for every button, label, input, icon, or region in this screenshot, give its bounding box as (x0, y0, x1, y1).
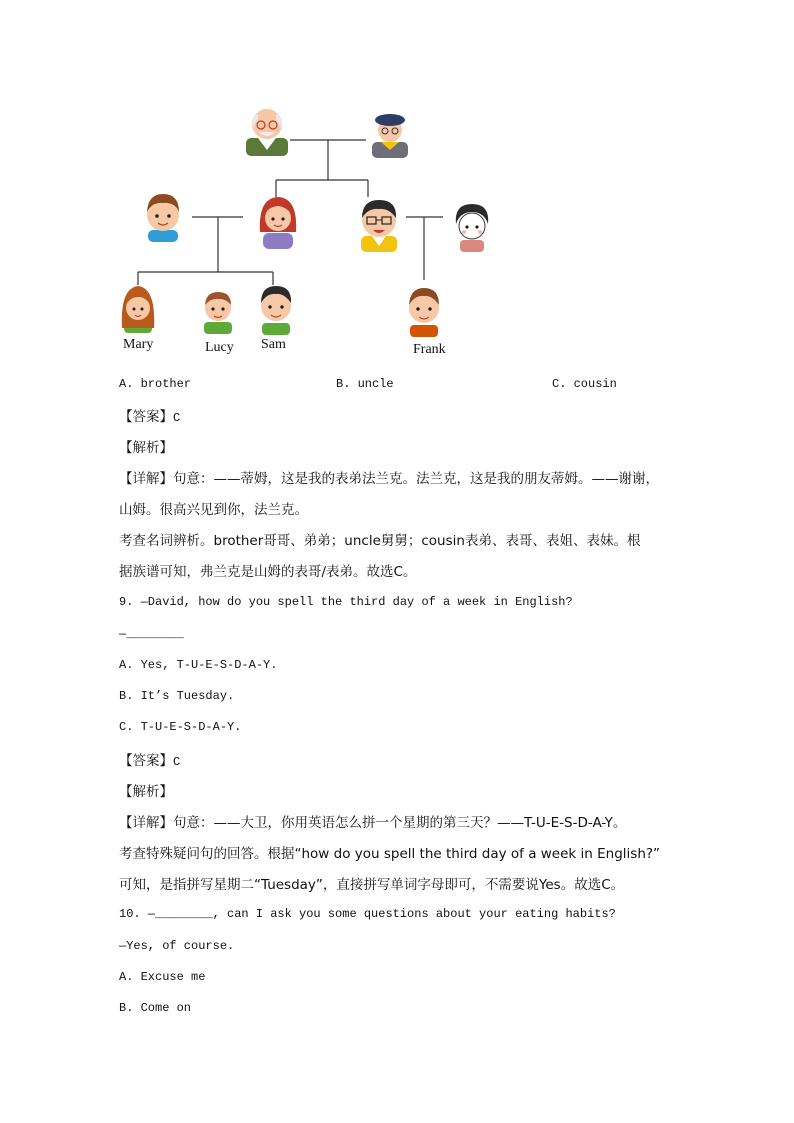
answer-value: C (173, 411, 181, 425)
mary-name: Mary (123, 337, 154, 352)
q9-option-b: B. It’s Tuesday. (119, 689, 235, 703)
frank-name: Frank (413, 342, 446, 357)
q10-reply: —Yes, of course. (119, 939, 235, 953)
family-tree-illustration (118, 100, 508, 365)
q9-detail-line-2: 考查特殊疑问句的回答。根据“how do you spell the third day of a week in English?” (119, 846, 661, 862)
q9-detail-line-1: 【详解】句意：——大卫，你用英语怎么拼一个星期的第三天？——T-U-E-S-D-A-Y。 (119, 815, 627, 831)
answer-label: 【答案】 (119, 753, 173, 769)
q9-analysis-label: 【解析】 (119, 784, 173, 800)
answer-label: 【答案】 (119, 409, 173, 425)
q8-option-c: C. cousin (552, 377, 617, 391)
lucy-avatar (204, 292, 232, 334)
detail-label: 【详解】 (119, 471, 173, 487)
q9-option-a: A. Yes, T-U-E-S-D-A-Y. (119, 658, 278, 672)
q8-option-b: B. uncle (336, 377, 394, 391)
q8-option-a: A. brother (119, 377, 192, 391)
q9-blank: —________ (119, 627, 184, 641)
q9-option-c: C. T-U-E-S-D-A-Y. (119, 720, 242, 734)
grandmother-avatar (372, 114, 408, 158)
mother-avatar (260, 197, 296, 249)
q8-answer (119, 405, 180, 425)
q10-option-b: B. Come on (119, 1001, 192, 1015)
q9-detail-line-3: 可知，是指拼写星期二“Tuesday”，直接拼写单词字母即可，不需要说Yes。故选C。 (119, 877, 625, 893)
q9-answer (119, 749, 180, 769)
q10-option-a: A. Excuse me (119, 970, 206, 984)
q8-detail-line-4: 据族谱可知，弗兰克是山姆的表哥/表弟。故选C。 (119, 564, 417, 580)
mary-avatar (122, 286, 154, 333)
grandfather-avatar (246, 109, 288, 156)
uncle-avatar (361, 200, 397, 252)
sam-avatar (261, 286, 291, 335)
aunt-avatar (456, 204, 488, 252)
frank-avatar (409, 288, 439, 337)
answer-value: C (173, 755, 181, 769)
q8-detail-line-1: 【详解】句意：——蒂姆，这是我的表弟法兰克。法兰克，这是我的朋友蒂姆。——谢谢， (119, 471, 659, 487)
q10-question: 10. —________, can I ask you some questions about your eating habits? (119, 907, 616, 921)
q8-detail-line-2: 山姆。很高兴见到你，法兰克。 (119, 502, 308, 518)
detail-label: 【详解】 (119, 815, 173, 831)
father-avatar (147, 194, 179, 242)
sam-name: Sam (261, 337, 286, 352)
lucy-name: Lucy (205, 340, 234, 355)
q8-analysis-label: 【解析】 (119, 440, 173, 456)
q9-question: 9. —David, how do you spell the third day of a week in English? (119, 595, 573, 609)
q8-detail-line-3: 考查名词辨析。brother哥哥、弟弟；uncle舅舅；cousin表弟、表哥、表姐、表妹。根 (119, 533, 641, 549)
